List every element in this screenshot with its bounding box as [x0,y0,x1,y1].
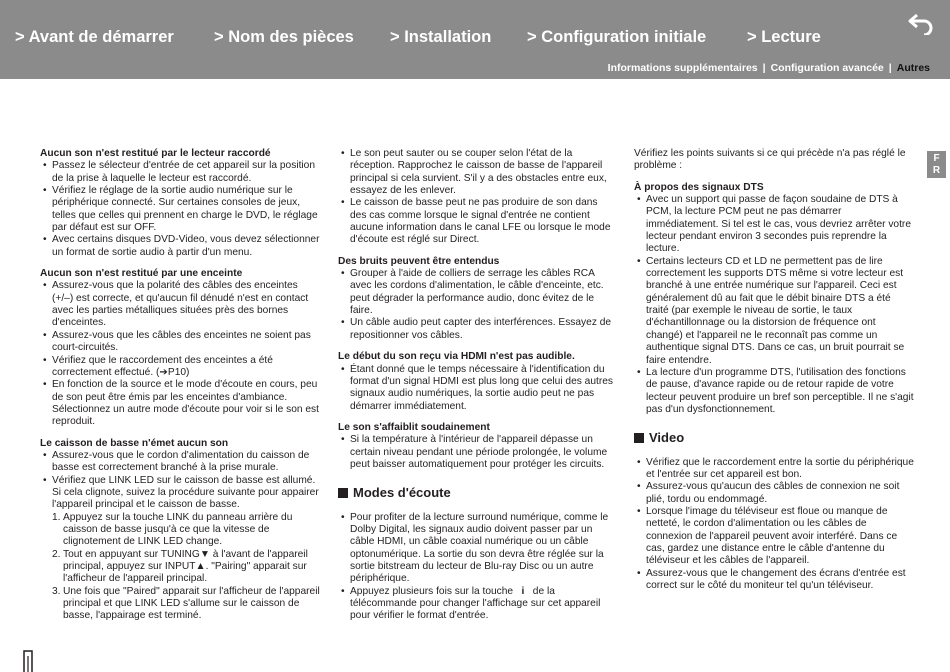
list-item: • Assurez-vous qu'aucun des câbles de connexion ne soit plié, tordu ou endommagé. [634,481,914,506]
list-item: • Avec certains disques DVD-Video, vous devez sélectionner un format de sortie audio à partir d'un menu. [40,234,320,259]
list-item: • Pour profiter de la lecture surround numérique, comme le Dolby Digital, les signaux audio doivent passer par un câble HDMI, un câble coaxial numérique ou un câble optonumérique. La sortie du son devra être réglée sur la sortie bitstream du lecteur de Blu-ray Disc ou un autre périphérique. [338,512,616,586]
list-item: • Un câble audio peut capter des interférences. Essayez de repositionner vos câbles. [338,317,616,342]
top-navigation-bar [0,0,950,79]
step-number: 2. [52,548,61,560]
bullet-list [40,160,320,259]
subnav-separator: | [888,62,892,74]
list-item: • Vérifiez que le raccordement des enceintes a été correctement effectué. (➔P10) [40,355,320,380]
nav-configuration-initiale[interactable]: > Configuration initiale [527,28,707,46]
list-item: • Assurez-vous que les câbles des enceintes ne soient pas court-circuités. [40,330,320,355]
nav-avant-de-demarrer[interactable]: > Avant de démarrer [15,28,174,46]
nav-installation[interactable]: > Installation [390,28,492,46]
info-button-icon: i [521,585,525,597]
list-item: • En fonction de la source et le mode d'écoute en cours, peu de son peut être émis par les enceintes d'ambiance. Sélectionnez un autre mode d'écoute pour voir si le son est reproduit. [40,379,320,428]
bullet-list [634,457,914,593]
list-item: • Vérifiez que le raccordement entre la sortie du périphérique et l'entrée sur cet appareil est bon. [634,457,914,482]
bullet-list [338,268,616,342]
subnav-separator: | [762,62,766,74]
list-item: • Vérifiez que LINK LED sur le caisson de basse est allumé. Si cela clignote, suivez la procédure suivante pour appairer l'appareil principal et le caisson de basse. [40,475,320,512]
bullet-list [40,450,320,512]
language-tab [927,151,946,178]
list-item: • Vérifiez le réglage de la sortie audio numérique sur le périphérique connecté. Sur certaines consoles de jeux, telles que celles qui prennent en charge le DVD, le réglage par défaut est sur OFF. [40,185,320,234]
section-title: Le caisson de basse n'émet aucun son [40,437,229,449]
step-item [52,586,320,623]
section-title: Le début du son reçu via HDMI n'est pas audible. [338,351,575,363]
section-title: Le son s'affaiblit soudainement [338,421,490,433]
back-arrow-icon[interactable] [906,11,936,35]
numbered-steps [40,512,320,623]
step-number: 1. [52,511,61,523]
subnav-configuration-avancee[interactable]: Configuration avancée [770,62,884,74]
list-item: • Si la température à l'intérieur de l'appareil dépasse un certain niveau pendant une période prolongée, le volume peut baisser automatiquement pour protéger les circuits. [338,434,616,471]
bullet-list [338,512,616,623]
list-item: • Le caisson de basse peut ne pas produire de son dans des cas comme lorsque le signal d'entrée ne contient aucune information dans le canal LFE ou lorsque le mode d'écoute est réglé sur Direct. [338,197,616,246]
language-tab-letter: F [933,153,940,164]
section-heading-modes-ecoute [338,487,616,499]
section-title: À propos des signaux DTS [634,181,764,193]
step-text: Une fois que "Paired" apparait sur l'afficheur de l'appareil principal et que LINK LED s'allume sur le caisson de basse, l'appairage est terminé. [63,585,320,622]
list-item: • Étant donné que le temps nécessaire à l'identification du format d'un signal HDMI est plus long que celui des autres signaux audio numériques, la sortie audio peut ne pas démarrer immédiatement. [338,364,616,413]
list-item: • Avec un support qui passe de façon soudaine de DTS à PCM, la lecture PCM peut ne pas démarrer immédiatement. Si tel est le cas, vous devriez arrêter votre lecteur pendant environ 3 secondes puis reprendre la lecture. [634,194,914,256]
step-number: 3. [52,585,61,597]
list-item [338,586,616,623]
bullet-list [634,194,914,416]
step-item [52,549,320,586]
list-item: • Grouper à l'aide de colliers de serrage les câbles RCA avec les cordons d'alimentation, le câble d'enceinte, etc. peut dégrader la performance audio, donc évitez de le faire. [338,268,616,317]
bullet-list [338,148,616,247]
list-item: • Assurez-vous que la polarité des câbles des enceintes (+/–) est correcte, et qu'aucun fil dénudé n'est en contact avec les parties métalliques situées près des bornes d'enceintes. [40,280,320,329]
section-heading-text: Modes d'écoute [353,485,451,501]
section-title: Aucun son n'est restitué par une enceinte [40,268,243,280]
list-item: • Le son peut sauter ou se couper selon l'état de la réception. Rapprochez le caisson de basse de l'appareil principal si cela survient. S'il y a des obstacles entre eux, essayez de les enlever. [338,148,616,197]
nav-lecture[interactable]: > Lecture [747,28,821,46]
list-item-text: Appuyez plusieurs fois sur la touche [350,585,514,597]
list-item: • Assurez-vous que le changement des écrans d'entrée est correct sur le côté du moniteur tel qu'un téléviseur. [634,568,914,593]
list-item: • La lecture d'un programme DTS, l'utilisation des fonctions de pause, d'avance rapide ou de retour rapide de votre lecteur peuvent produire un bref son perceptible. Il ne s'agit pas d'un dysfonctionnement. [634,367,914,416]
nav-nom-des-pieces[interactable]: > Nom des pièces [214,28,354,46]
list-item: • Passez le sélecteur d'entrée de cet appareil sur la position de la prise à laquelle le lecteur est raccordé. [40,160,320,185]
list-item: • Lorsque l'image du téléviseur est floue ou manque de netteté, le cordon d'alimentation ou les câbles de connexion de l'appareil peuvent avoir interféré. Dans ce cas, gardez une distance entre le câble d'antenne du téléviseur et les câbles de l'appareil. [634,506,914,568]
bullet-list [40,280,320,428]
step-text: Tout en appuyant sur TUNING▼ à l'avant de l'appareil principal, appuyez sur INPUT▲. "Pairing" apparait sur l'afficheur de l'appareil principal. [63,548,308,585]
subnav-autres[interactable]: Autres [896,62,930,74]
bullet-list [338,364,616,413]
section-heading-text: Video [649,430,685,446]
intro-text: Vérifiez les points suivants si ce qui précède n'a pas réglé le problème : [634,148,906,172]
list-item: • Certains lecteurs CD et LD ne permettent pas de lire correctement les supports DTS même si votre lecteur est branché à une entrée numérique sur l'appareil. Ceci est généralement dû au fait que le débit binaire DTS a été traité (par exemple le niveau de sortie, le taux d'échantillonnage ou la distorsion de fréquence ont changé) et l'appareil ne le reconnaît pas comme un authentique signal DTS. Dans ce cas, un bruit pourrait se faire entendre. [634,256,914,367]
section-title: Aucun son n'est restitué par le lecteur raccordé [40,148,271,159]
list-item-text: de la télécommande pour changer l'affichage sur cet appareil pour vérifier le format d'entrée. [350,585,601,622]
subnav-informations-supplementaires[interactable]: Informations supplémentaires [607,62,758,74]
step-text: Appuyez sur la touche LINK du panneau arrière du caisson de basse jusqu'à ce que la vitesse de clignotement de LINK LED change. [63,511,293,548]
column-3 [634,148,914,592]
section-heading-video [634,432,914,444]
square-bullet-icon [634,433,644,443]
section-title: Des bruits peuvent être entendus [338,255,500,267]
language-tab-letter: R [932,165,941,176]
page-marker-icon [22,648,34,672]
square-bullet-icon [338,488,348,498]
column-1 [40,148,320,623]
column-2 [338,148,616,623]
sub-navigation [608,62,930,74]
list-item: • Assurez-vous que le cordon d'alimentation du caisson de basse est correctement branché à la prise murale. [40,450,320,475]
bullet-list [338,434,616,471]
step-item [52,512,320,549]
